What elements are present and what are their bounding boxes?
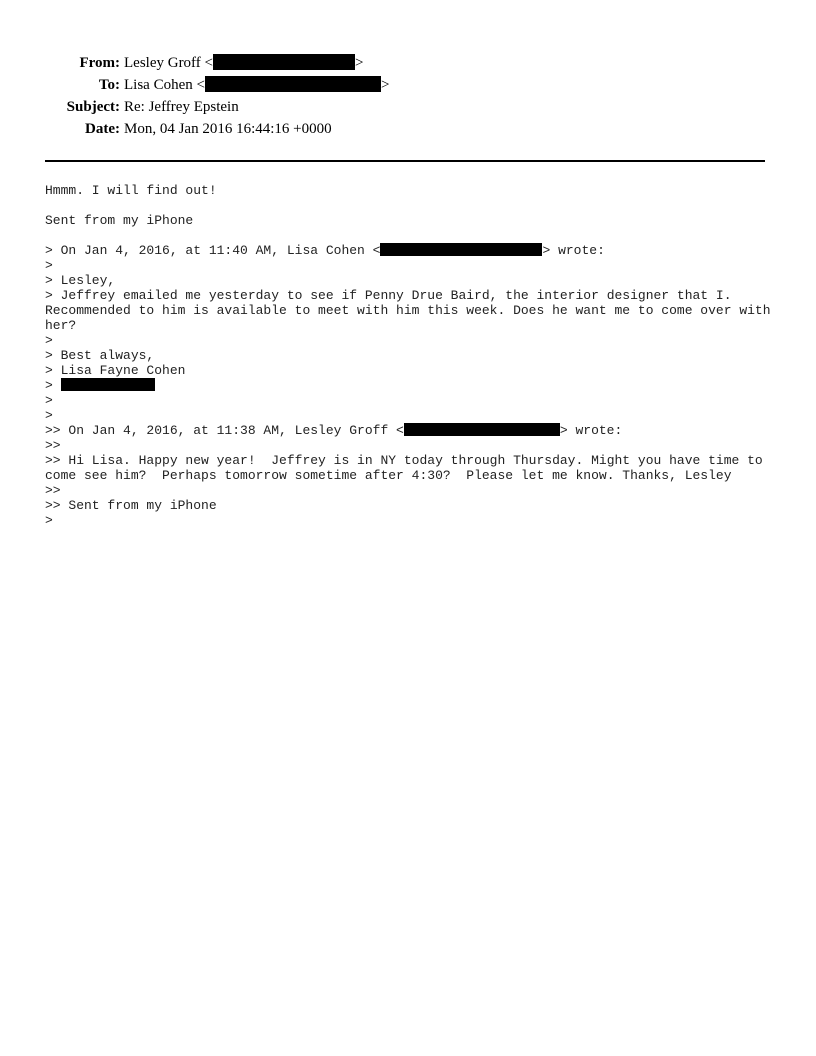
nested-quote-line: >>: [45, 438, 61, 453]
date-label: Date:: [85, 121, 120, 137]
email-header: [0, 52, 816, 140]
to-name: Lisa Cohen <: [124, 77, 205, 93]
redacted-email-quote: [380, 243, 542, 256]
quote-marker: >: [45, 378, 61, 393]
from-name: Lesley Groff <: [124, 55, 213, 71]
from-close: >: [355, 55, 364, 71]
blank-line: [45, 198, 775, 213]
nested-quote-signature: >> Sent from my iPhone: [45, 498, 217, 513]
from-label: From:: [79, 55, 120, 71]
to-row: [0, 74, 816, 96]
reply-text: Hmmm. I will find out!: [45, 183, 217, 198]
quote-attribution-text: > On Jan 4, 2016, at 11:40 AM, Lisa Cohen <: [45, 243, 381, 258]
date-value: Mon, 04 Jan 2016 16:44:16 +0000: [124, 121, 332, 137]
email-body: [45, 183, 779, 528]
nested-quote-attribution: [45, 423, 775, 438]
quote-greeting: > Lesley,: [45, 273, 116, 288]
to-value: [124, 74, 389, 96]
quote-line: >: [45, 513, 53, 528]
from-value: [124, 52, 363, 74]
quote-line: >: [45, 333, 53, 348]
blank-line: [45, 228, 775, 243]
nested-attribution-wrote: > wrote:: [559, 423, 623, 438]
quote-signature: > Lisa Fayne Cohen: [45, 363, 186, 378]
quote-paragraph: > Jeffrey emailed me yesterday to see if Penny Drue Baird, the interior designer that I. Recommended to him is available to meet with him this week. Does he want me to come over with her?: [45, 288, 779, 333]
redacted-email-nested: [404, 423, 560, 436]
redacted-email-from: [213, 54, 355, 70]
redacted-email-to: [205, 76, 381, 92]
subject-label: Subject:: [66, 99, 120, 115]
nested-quote-paragraph: >> Hi Lisa. Happy new year! Jeffrey is in NY today through Thursday. Might you have time to come see him? Perhaps tomorrow sometime after 4:30? Please let me know. Thanks, Lesley: [45, 453, 771, 483]
from-row: [0, 52, 816, 74]
quote-closing: > Best always,: [45, 348, 155, 363]
quote-line: >: [45, 258, 53, 273]
to-label: To:: [98, 77, 120, 93]
quote-line: >: [45, 393, 53, 408]
subject-value: Re: Jeffrey Epstein: [124, 99, 239, 115]
redacted-phone: [61, 378, 155, 391]
date-row: [0, 118, 816, 140]
subject-row: [0, 96, 816, 118]
nested-attribution-text: >> On Jan 4, 2016, at 11:38 AM, Lesley Groff <: [45, 423, 404, 438]
to-close: >: [380, 77, 390, 93]
header-divider: [45, 160, 765, 162]
quote-line: >: [45, 408, 53, 423]
quote-attribution: [45, 243, 775, 258]
quote-attribution-wrote: > wrote:: [542, 243, 605, 258]
quote-redacted-line: [45, 378, 775, 393]
signature-iphone: Sent from my iPhone: [45, 213, 194, 228]
nested-quote-line: >>: [45, 483, 61, 498]
